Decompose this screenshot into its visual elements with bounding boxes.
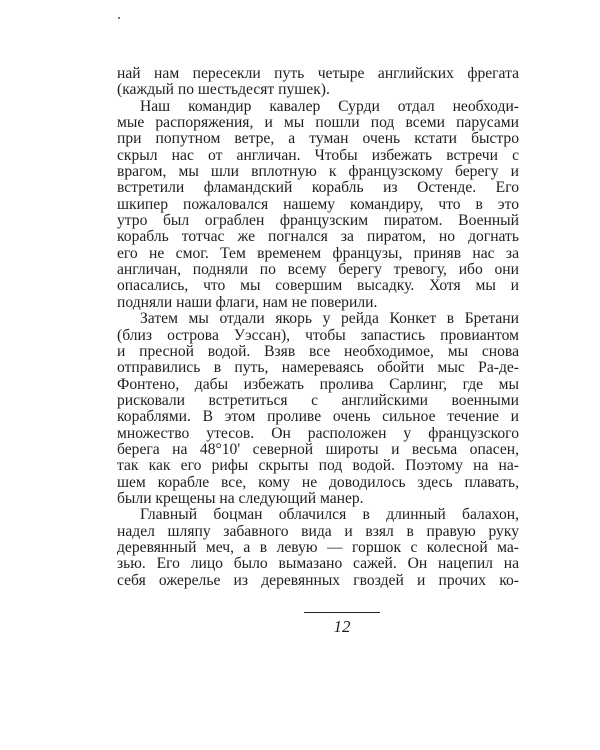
text-line: опасались, что мы совершим высадку. Хотя мы и	[117, 278, 519, 295]
text-line: кораблями. В этом проливе очень сильное течение и	[117, 409, 519, 426]
text-line: Фонтено, дабы избежать пролива Сарлинг, где мы	[117, 376, 519, 393]
text-line: его не смог. Тем временем французы, приняв нас за	[117, 245, 519, 262]
text-line: рисковали встретиться с английскими военными	[117, 392, 519, 409]
text-line: англичан, подняли по всему берегу тревогу, ибо они	[117, 262, 519, 279]
text-line: так как его рифы скрыты под водой. Поэтому на на-	[117, 458, 519, 475]
text-line: подняли наши флаги, нам не поверили.	[117, 294, 378, 311]
text-line: Главный боцман облачился в длинный балахон,	[140, 507, 519, 524]
text-line: отправились в путь, намереваясь обойти мыс Ра-де-	[117, 360, 519, 377]
text-line: скрыл нас от англичан. Чтобы избежать встречи с	[117, 147, 519, 164]
scan-speck	[118, 17, 120, 19]
text-line: встретили фламандский корабль из Остенде. Его	[117, 180, 519, 197]
text-line: себя ожерелье из деревянных гвоздей и прочих ко-	[117, 572, 519, 589]
text-line: шем корабле все, кому не доводилось здесь плавать,	[117, 474, 519, 491]
text-line: врагом, мы шли вплотную к французскому берегу и	[117, 164, 519, 181]
text-line: най нам пересекли путь четыре английских фрегата	[117, 66, 519, 82]
text-line: при попутном ветре, а туман очень кстати быстро	[117, 131, 519, 148]
text-line: шкипер пожаловался нашему командиру, что в это	[117, 196, 519, 213]
text-line: надел шляпу забавного вида и взял в правую руку	[117, 523, 519, 540]
text-line: Наш командир кавалер Сурди отдал необходи-	[140, 98, 519, 115]
text-line: Затем мы отдали якорь у рейда Конкет в Бретани	[140, 311, 519, 328]
text-line: множество утесов. Он расположен у французского	[117, 425, 519, 442]
text-line: (близ острова Уэссан), чтобы запастись провиантом	[117, 327, 519, 344]
text-line: (каждый по шестьдесят пушек).	[117, 82, 330, 99]
body-text	[117, 66, 519, 589]
text-line: зью. Его лицо было вымазано сажей. Он нацепил на	[117, 556, 519, 573]
text-line: корабль тотчас же погнался за пиратом, но догнать	[117, 229, 519, 246]
text-line: мые распоряжения, и мы пошли под всеми парусами	[117, 115, 519, 132]
page-number-rule	[304, 612, 380, 613]
text-line: и пресной водой. Взяв все необходимое, мы снова	[117, 343, 519, 360]
text-line: были крещены на следующий манер.	[117, 490, 364, 507]
text-line: берега на 48°10' северной широты и весьма опасен,	[117, 441, 519, 458]
text-line: утро был ограблен французским пиратом. Военный	[117, 213, 519, 230]
page-number: 12	[333, 617, 351, 636]
text-line: деревянный меч, а в левую — горшок с колесной ма-	[117, 539, 519, 556]
